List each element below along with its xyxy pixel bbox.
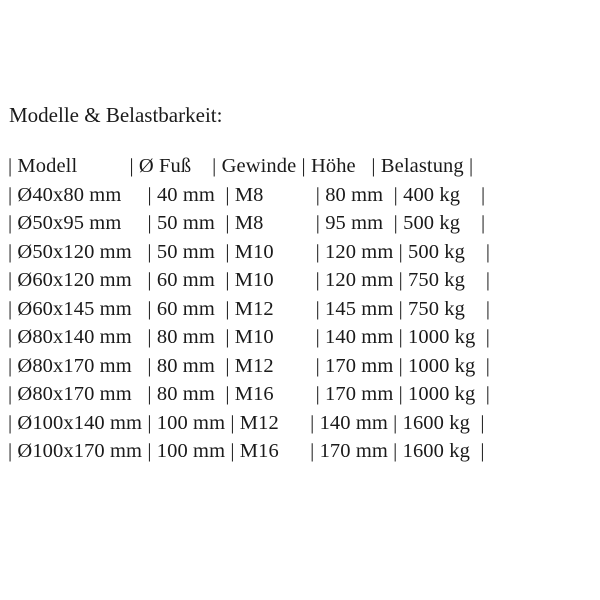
table-row: | Ø100x140 mm | 100 mm | M12 | 140 mm | 1600 kg | <box>8 411 485 434</box>
table-row: | Ø60x120 mm | 60 mm | M10 | 120 mm | 750 kg | <box>8 269 491 291</box>
table-row: | Ø50x120 mm | 50 mm | M10 | 120 mm | 500 kg | <box>8 240 491 263</box>
section-heading: Modelle & Belastbarkeit: <box>9 103 223 127</box>
table-row: | Ø40x80 mm | 40 mm | M8 | 80 mm | 400 kg | <box>8 183 486 206</box>
table-header-row: | Modell | Ø Fuß | Gewinde | Höhe | Belastung | <box>8 155 474 177</box>
table-row: | Ø50x95 mm | 50 mm | M8 | 95 mm | 500 kg | <box>8 212 486 234</box>
table-row: | Ø80x140 mm | 80 mm | M10 | 140 mm | 1000 kg | <box>8 326 491 348</box>
table-row: | Ø60x145 mm | 60 mm | M12 | 145 mm | 750 kg | <box>8 297 491 320</box>
table-row: | Ø80x170 mm | 80 mm | M16 | 170 mm | 1000 kg | <box>8 383 491 405</box>
table-row: | Ø100x170 mm | 100 mm | M16 | 170 mm | 1600 kg | <box>8 440 485 462</box>
table-row: | Ø80x170 mm | 80 mm | M12 | 170 mm | 1000 kg | <box>8 354 491 377</box>
model-table <box>0 152 600 466</box>
